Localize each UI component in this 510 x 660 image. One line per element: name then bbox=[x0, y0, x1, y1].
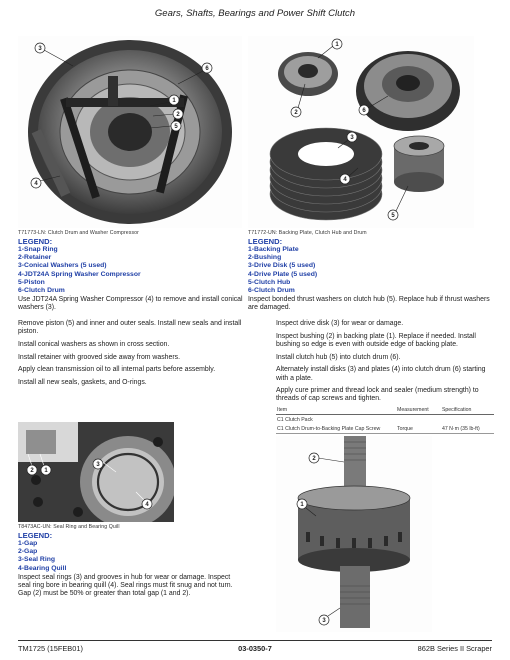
paragraph: Apply cure primer and thread lock and sealer (medium strength) to threads of cap screws and tighten. bbox=[276, 387, 479, 403]
spec-header-measurement: Measurement bbox=[396, 405, 441, 415]
paragraph: Remove piston (5) and inner and outer seals. Install new seals and install piston. bbox=[18, 320, 242, 336]
paragraph: Install retainer with grooved side away from washers. bbox=[18, 353, 181, 361]
spec-table bbox=[276, 405, 494, 434]
legend-item: 3-Seal Ring bbox=[18, 556, 56, 564]
left-instructions bbox=[18, 320, 244, 392]
paragraph: Install conical washers as shown in cross section. bbox=[18, 340, 170, 348]
fig1-legend-heading: LEGEND: bbox=[18, 237, 53, 246]
figure-clutch-pack-assembly bbox=[276, 436, 432, 632]
legend-item: 2-Retainer bbox=[18, 254, 52, 262]
paragraph: Install clutch hub (5) into clutch drum (6). bbox=[276, 353, 401, 361]
paragraph: Apply clean transmission oil to all internal parts before assembly. bbox=[18, 366, 216, 374]
fig4-callout-2: 2 bbox=[312, 456, 316, 463]
fig1-callout-3: 3 bbox=[38, 46, 42, 53]
fig3-callout-1: 1 bbox=[44, 468, 48, 475]
footer-divider bbox=[18, 640, 492, 641]
fig3-legend-heading: LEGEND: bbox=[18, 531, 53, 540]
fig4-callouts bbox=[297, 453, 344, 625]
figure-seal-ring-bearing-quill bbox=[18, 422, 174, 522]
paragraph: Inspect drive disk (3) for wear or damage. bbox=[276, 320, 404, 327]
fig2-legend bbox=[248, 246, 317, 295]
fig3-note: Inspect seal rings (3) and grooves in hub for wear or damage. Inspect seal ring bore in bearing quill (4). Seal rings must fit snug and not turn. Gap (2) must be 50% or greater than total gap (1 and 2). bbox=[18, 574, 233, 598]
fig4-callout-1: 1 bbox=[300, 502, 304, 509]
fig4-callout-3: 3 bbox=[322, 618, 326, 625]
fig2-callout-3: 3 bbox=[350, 135, 354, 142]
fig1-callout-6: 6 bbox=[205, 66, 209, 73]
legend-item: 1-Snap Ring bbox=[18, 246, 58, 253]
fig2-callout-1: 1 bbox=[335, 42, 339, 49]
fig1-callout-5: 5 bbox=[174, 124, 178, 131]
legend-item: 6-Clutch Drum bbox=[18, 287, 65, 295]
spec-header-specification: Specification bbox=[441, 405, 494, 415]
fig1-callout-1: 1 bbox=[172, 98, 176, 105]
legend-item: 1-Backing Plate bbox=[248, 246, 299, 253]
fig2-callout-5: 5 bbox=[391, 213, 395, 220]
fig3-callouts bbox=[27, 454, 152, 509]
footer-page-number: 03-0350-7 bbox=[238, 644, 272, 653]
legend-item: 6-Clutch Drum bbox=[248, 287, 295, 295]
legend-item: 3-Drive Disk (5 used) bbox=[248, 262, 316, 270]
spec-cell: 47 N·m (35 lb-ft) bbox=[441, 424, 494, 434]
fig1-callout-4: 4 bbox=[34, 181, 38, 188]
footer-machine: 862B Series II Scraper bbox=[417, 644, 492, 653]
legend-item: 2-Bushing bbox=[248, 254, 282, 262]
fig3-legend bbox=[18, 540, 66, 573]
fig3-callout-3: 3 bbox=[96, 462, 100, 469]
spec-group: C1 Clutch Pack bbox=[277, 416, 313, 423]
fig2-legend-heading: LEGEND: bbox=[248, 237, 283, 246]
spec-header-item: Item bbox=[276, 405, 396, 415]
legend-item: 1-Gap bbox=[18, 540, 38, 547]
legend-item: 5-Piston bbox=[18, 278, 45, 286]
fig2-callout-6: 6 bbox=[362, 108, 366, 115]
figure-clutch-drum-compressor bbox=[18, 36, 242, 228]
right-instructions bbox=[276, 320, 494, 408]
figure-backing-plate-hub-drum bbox=[248, 36, 474, 228]
fig1-legend bbox=[18, 246, 141, 295]
spec-cell: Torque bbox=[396, 424, 441, 434]
page-title: Gears, Shafts, Bearings and Power Shift Clutch bbox=[154, 8, 356, 19]
fig3-callout-4: 4 bbox=[145, 502, 149, 509]
paragraph: Alternately install disks (3) and plates (4) into clutch drum (6) starting with a plate. bbox=[276, 366, 486, 382]
fig2-callouts bbox=[291, 39, 408, 220]
paragraph: Inspect bushing (2) in backing plate (1). Replace if needed. Install bushing so edge is even with outside edge of backing plate. bbox=[276, 332, 476, 348]
legend-item: 5-Clutch Hub bbox=[248, 278, 291, 286]
legend-item: 4-Bearing Quill bbox=[18, 564, 67, 572]
fig2-callout-4: 4 bbox=[343, 177, 347, 184]
fig1-callouts bbox=[31, 43, 212, 188]
legend-item: 3-Conical Washers (5 used) bbox=[18, 262, 107, 270]
fig1-note: Use JDT24A Spring Washer Compressor (4) to remove and install conical washers (3). bbox=[18, 296, 243, 312]
fig3-callout-2: 2 bbox=[30, 468, 34, 475]
fig3-caption: T8473AC-UN: Seal Ring and Bearing Quill bbox=[18, 524, 120, 530]
fig2-caption: T71772-UN: Backing Plate, Clutch Hub and Drum bbox=[248, 230, 367, 236]
footer-manual-id: TM1725 (15FEB01) bbox=[18, 644, 83, 653]
spec-cell: C1 Clutch Drum-to-Backing Plate Cap Screw bbox=[276, 424, 396, 434]
fig2-callout-2: 2 bbox=[294, 110, 298, 117]
fig1-caption: T71773-LN: Clutch Drum and Washer Compressor bbox=[18, 230, 139, 236]
fig1-callout-2: 2 bbox=[176, 112, 180, 119]
legend-item: 4-Drive Plate (5 used) bbox=[248, 270, 318, 278]
legend-item: 4-JDT24A Spring Washer Compressor bbox=[18, 270, 141, 278]
legend-item: 2-Gap bbox=[18, 548, 38, 556]
paragraph: Install all new seals, gaskets, and O-rings. bbox=[18, 379, 147, 387]
fig2-note: Inspect bonded thrust washers on clutch hub (5). Replace hub if thrust washers are damaged. bbox=[248, 296, 490, 312]
